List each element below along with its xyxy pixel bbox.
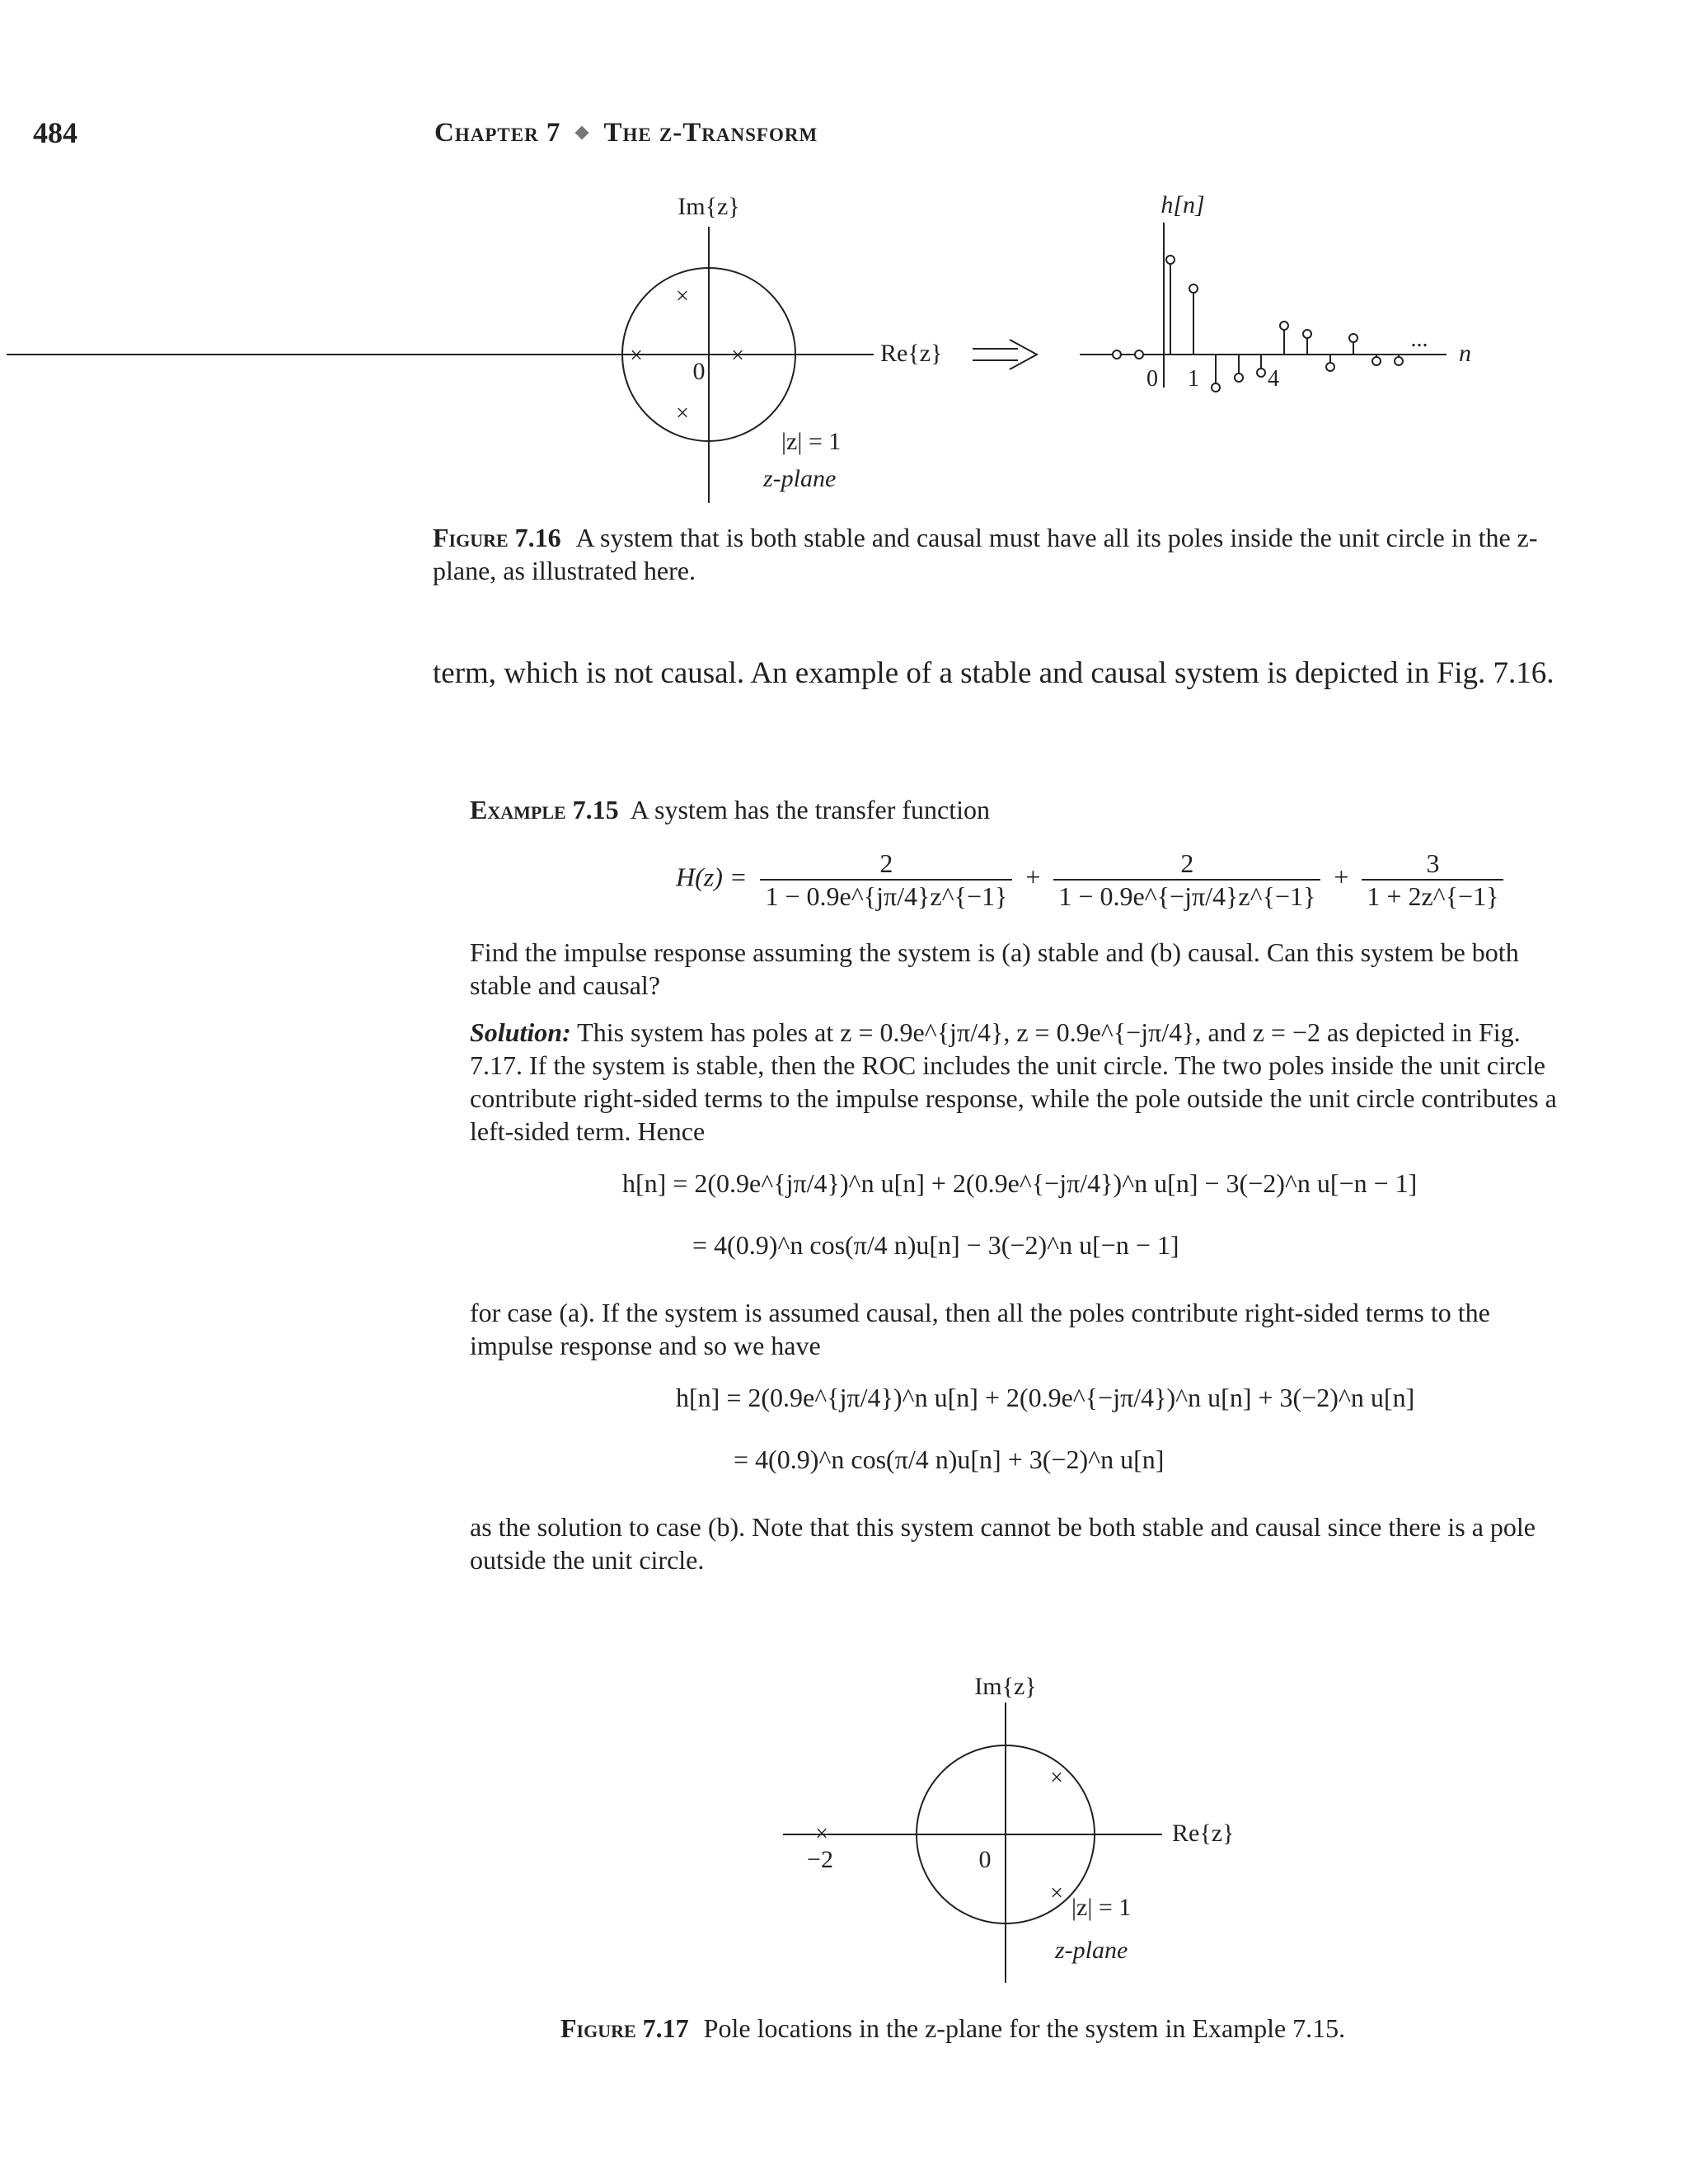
figure-label: Figure 7.17 (560, 2013, 689, 2043)
pole-marker: × (676, 401, 689, 426)
n-axis-label: n (1459, 340, 1471, 367)
figure-7-17-caption (560, 2012, 1632, 2045)
pole-marker: × (1050, 1765, 1063, 1791)
solution-label: Solution: (470, 1017, 571, 1047)
example-intro: A system has the transfer function (630, 795, 991, 824)
plus-sign: + (1025, 862, 1041, 892)
conclusion-paragraph: as the solution to case (b). Note that this system cannot be both stable and causal since there is a pole outside the unit circle. (470, 1512, 1536, 1575)
body-paragraph: term, which is not causal. An example of a stable and causal system is depicted in Fig. 7.16. (433, 656, 1554, 690)
chapter-title: The z-Transform (603, 118, 818, 148)
pole-marker: × (676, 284, 689, 309)
page-number: 484 (33, 116, 77, 149)
caption-text: Pole locations in the z-plane for the system in Example 7.15. (703, 2013, 1346, 2043)
term-1: $\frac{2}{1 - 0.9e\^{}\{j\pi/4\}z\^{}\{-1\}}$ (760, 848, 1012, 912)
origin-label: 0 (978, 1846, 992, 1873)
re-axis-label: Re{z} (880, 340, 943, 367)
equation-b-line-2: = 4(0.9)^n cos(π/4 n)u[n] + 3(−2)^n u[n] (734, 1444, 1165, 1474)
z-plane-label: z-plane (1055, 1937, 1128, 1964)
z-plane-label: z-plane (763, 465, 837, 492)
figure-label: Figure 7.16 (433, 523, 561, 552)
implies-arrow (973, 340, 1037, 369)
im-axis-label: Im{z} (974, 1673, 1037, 1700)
example-label: Example 7.15 (470, 795, 619, 824)
hz-lhs: H(z) = (676, 862, 748, 892)
figure-7-16 (0, 181, 1688, 528)
pole-marker: × (630, 343, 643, 369)
tick-0: 0 (1146, 366, 1158, 392)
equation-a-line-2: = 4(0.9)^n cos(π/4 n)u[n] − 3(−2)^n u[−n − 1] (692, 1230, 1179, 1260)
im-axis-label: Im{z} (678, 193, 740, 220)
figure-7-17 (742, 1661, 1253, 2008)
equation-b-line-1: h[n] = 2(0.9e^{jπ/4})^n u[n] + 2(0.9e^{−jπ/4})^n u[n] + 3(−2)^n u[n] (676, 1383, 1415, 1412)
pole-marker: × (731, 343, 744, 369)
case-a-paragraph: for case (a). If the system is assumed causal, then all the poles contribute right-sided terms to the impulse response and so we have (470, 1298, 1490, 1360)
tick-1: 1 (1188, 366, 1199, 392)
plus-sign: + (1334, 862, 1349, 892)
pole-marker-outside: × (815, 1821, 828, 1847)
transfer-function-equation (676, 848, 1510, 912)
hn-label: h[n] (1160, 191, 1205, 218)
example-heading (470, 793, 1574, 826)
solution-paragraph (470, 1016, 1574, 1148)
figure-7-16-caption (433, 521, 1570, 587)
term-2: $\frac{2}{1 - 0.9e\^{}\{-j\pi/4\}z\^{}\{-1\}}$ (1053, 848, 1320, 912)
continuation-ellipsis: ... (1410, 326, 1428, 352)
unit-circle-label: |z| = 1 (781, 428, 842, 455)
example-question: Find the impulse response assuming the system is (a) stable and (b) causal. Can this system be both stable and causal? (470, 937, 1519, 1000)
minus-two-label: −2 (807, 1846, 833, 1873)
solution-text: This system has poles at z = 0.9e^{jπ/4}, z = 0.9e^{−jπ/4}, and z = −2 as depicted in Fig. 7.17. If the system is stable, then the ROC includes the unit circle. The two poles inside the unit circle contribute right-sided terms to the impulse response, while the pole outside the unit circle contributes a left-sided term. Hence (470, 1017, 1557, 1146)
equation-a-line-1: h[n] = 2(0.9e^{jπ/4})^n u[n] + 2(0.9e^{−jπ/4})^n u[n] − 3(−2)^n u[−n − 1] (622, 1168, 1418, 1198)
re-axis-label: Re{z} (1172, 1820, 1235, 1847)
impulse-response-plot (1080, 223, 1447, 392)
unit-circle-label: |z| = 1 (1071, 1894, 1132, 1921)
header-ornament (575, 126, 589, 140)
origin-label: 0 (692, 358, 706, 385)
chapter-number: Chapter 7 (434, 118, 561, 148)
pole-marker: × (1050, 1881, 1063, 1906)
tick-4: 4 (1268, 366, 1279, 392)
running-header (434, 118, 818, 148)
term-3: $\frac{3}{1 + 2z\^{}\{-1\}}$ (1362, 848, 1503, 912)
caption-text: A system that is both stable and causal must have all its poles inside the unit circle in the z-plane, as illustrated here. (433, 523, 1538, 585)
